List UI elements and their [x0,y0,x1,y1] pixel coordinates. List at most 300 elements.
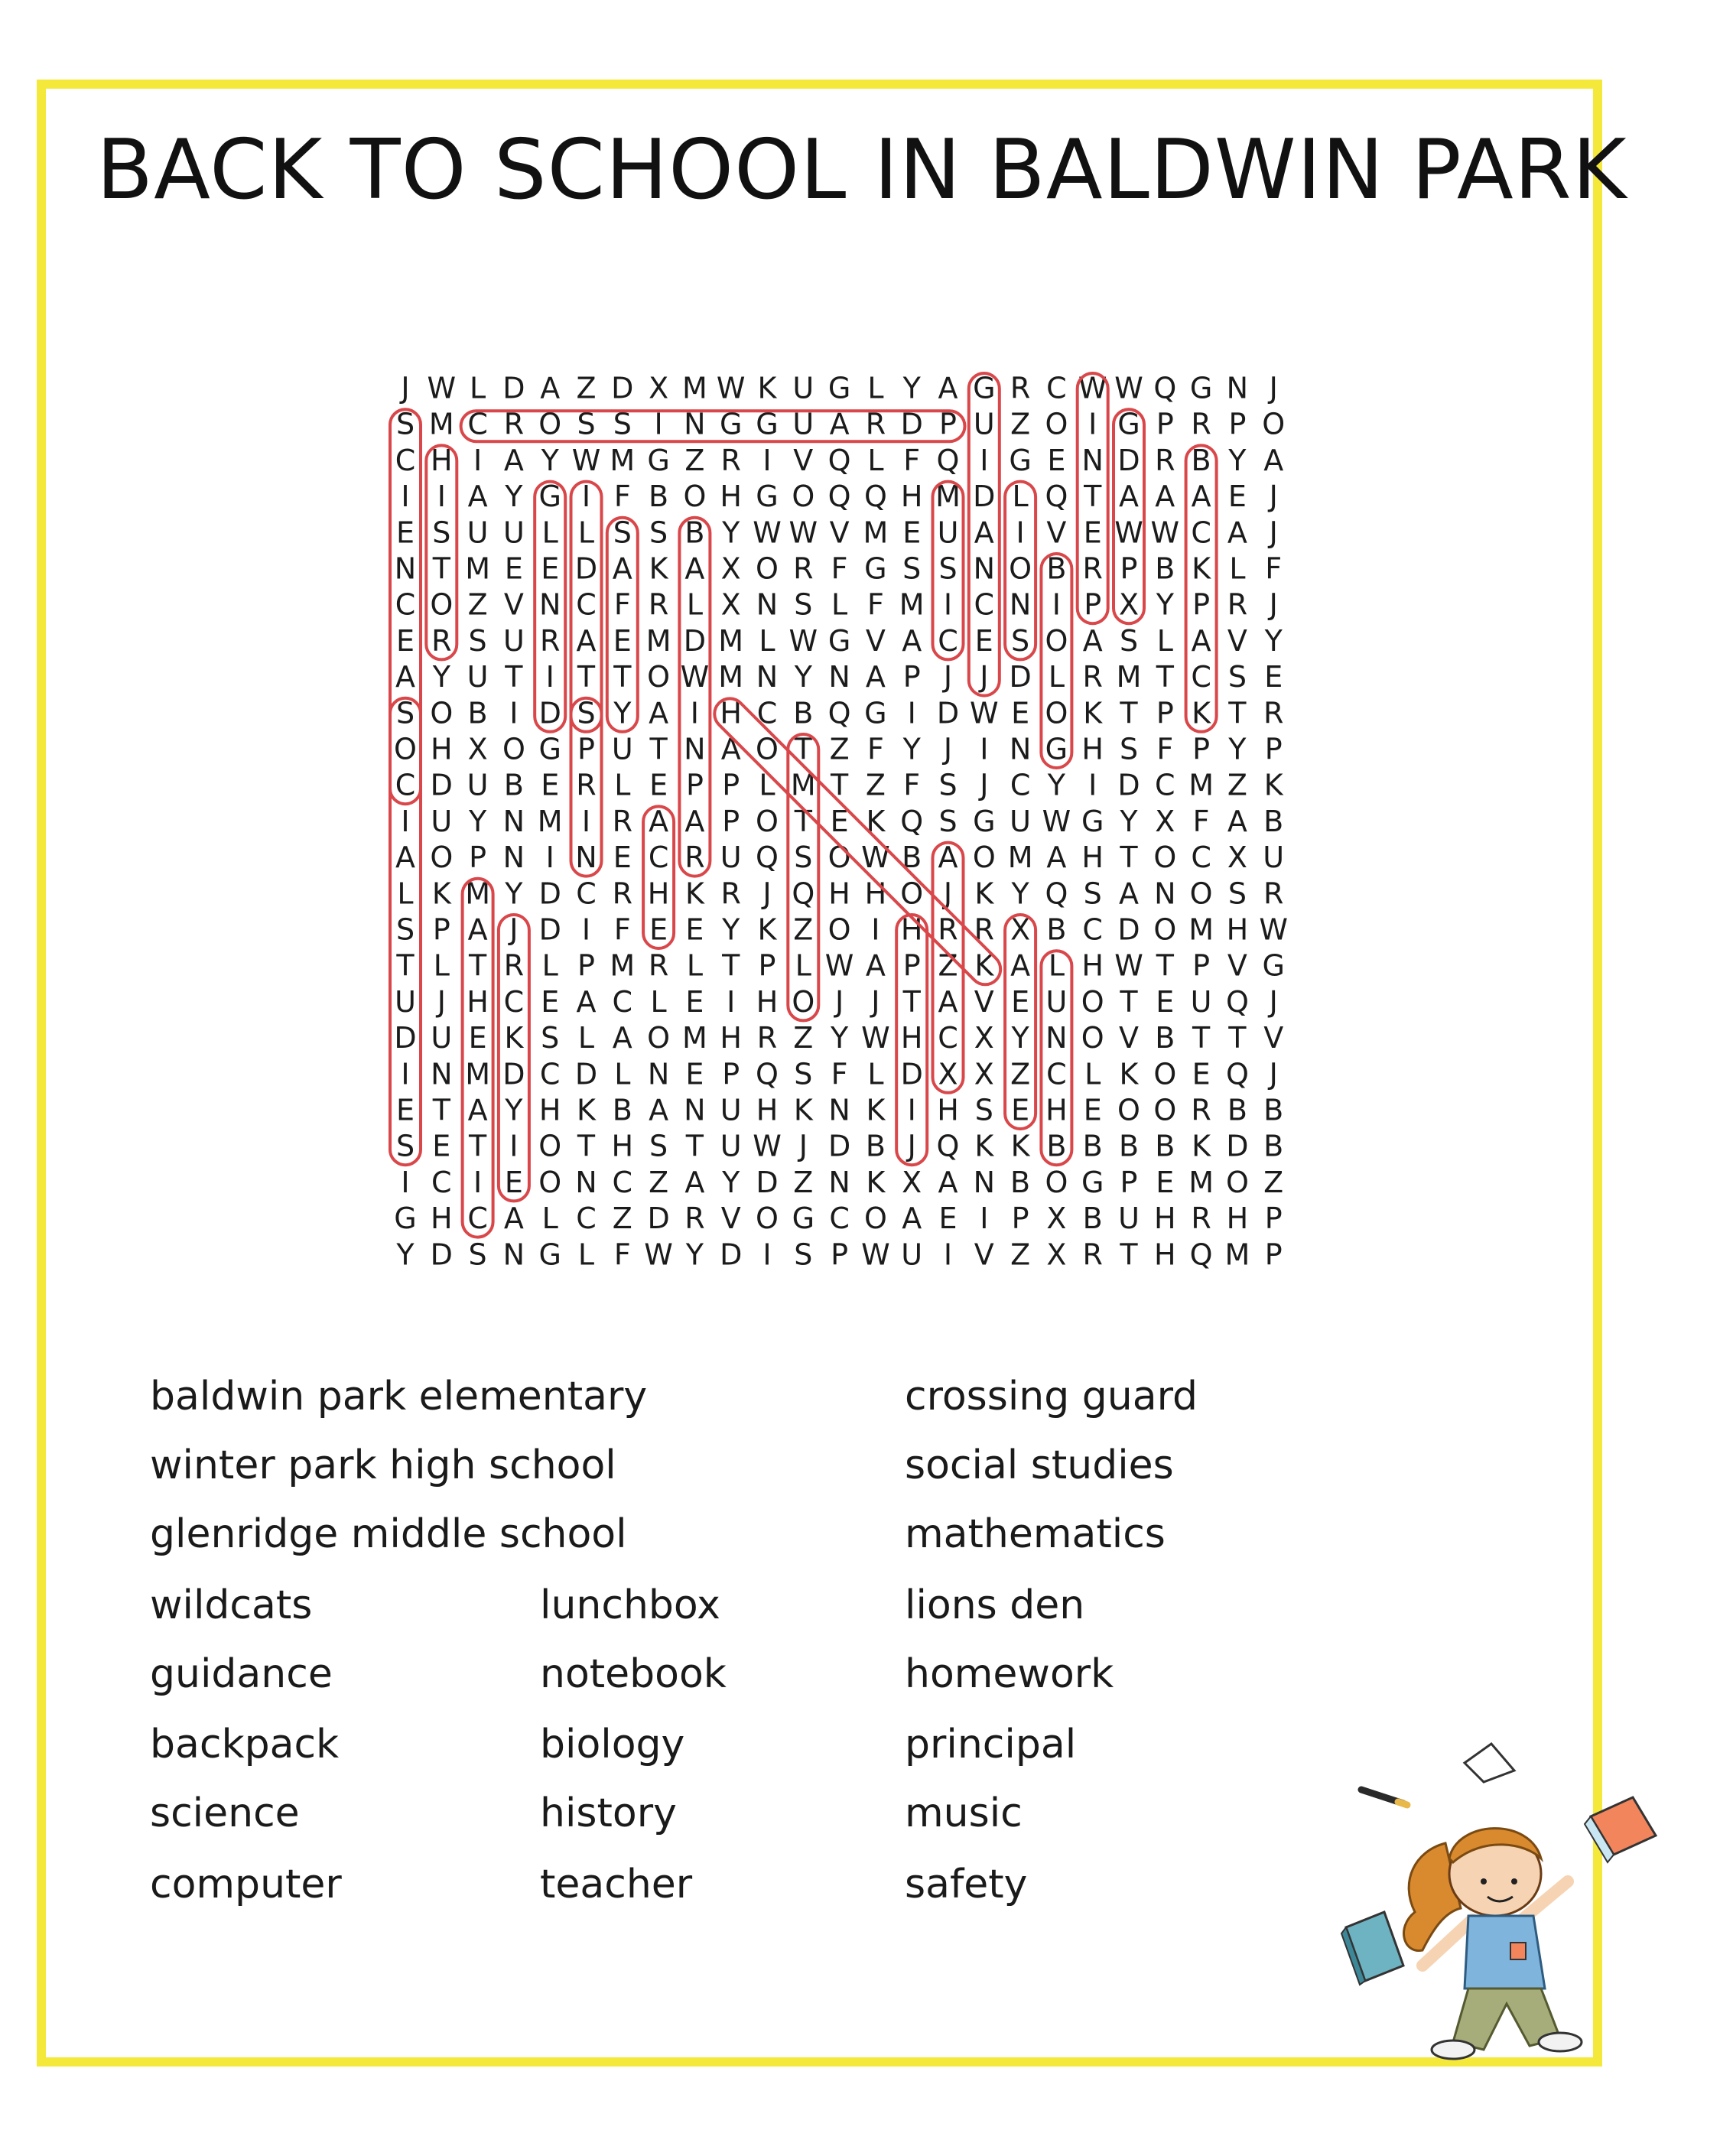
grid-letter: V [720,1202,741,1236]
grid-letter: G [1081,804,1104,838]
grid-letter: O [756,1202,779,1236]
grid-letter: N [1009,732,1032,766]
grid-letter: M [537,804,563,838]
grid-letter: P [1084,587,1102,622]
grid-letter: I [473,1165,483,1199]
word-list-item: social studies [905,1442,1174,1488]
grid-letter: I [1088,768,1097,802]
grid-letter: E [1227,480,1247,514]
word-list-item: winter park high school [150,1442,616,1488]
grid-letter: Y [505,876,523,911]
flying-paper-icon [1465,1744,1514,1782]
grid-letter: C [576,876,597,911]
grid-letter: R [612,876,633,911]
grid-letter: Y [685,1237,704,1272]
grid-letter: Y [1011,1021,1029,1055]
grid-letter: G [1117,407,1140,441]
grid-letter: J [509,912,519,947]
grid-letter: D [1117,443,1140,477]
grid-letter: S [395,912,415,947]
grid-letter: O [538,1129,562,1163]
grid-letter: R [648,587,669,622]
grid-letter: L [795,948,811,983]
grid-letter: D [683,623,707,658]
grid-letter: R [1263,876,1284,911]
grid-letter: S [577,696,596,730]
grid-letter: X [974,1021,994,1055]
grid-letter: H [937,1093,959,1127]
grid-letter: Y [468,804,487,838]
grid-letter: B [1046,912,1067,947]
grid-letter: Q [1045,480,1068,514]
grid-letter: L [614,768,631,802]
grid-letter: Z [576,371,597,405]
word-list-item: teacher [540,1862,693,1907]
grid-letter: B [1191,443,1211,477]
grid-letter: H [756,984,779,1019]
grid-letter: R [1155,443,1175,477]
grid-letter: N [828,660,850,694]
grid-letter: P [1011,1202,1029,1236]
grid-letter: N [502,841,525,875]
grid-letter: K [1119,1057,1139,1091]
grid-letter: M [645,623,671,658]
grid-letter: M [465,876,490,911]
grid-letter: W [970,696,999,730]
grid-letter: X [467,732,488,766]
grid-letter: R [1191,1093,1211,1127]
grid-letter: W [861,1021,890,1055]
grid-letter: Z [793,912,814,947]
grid-letter: Z [612,1202,632,1236]
grid-letter: L [650,984,667,1019]
grid-letter: D [502,1057,525,1091]
grid-letter: O [394,732,417,766]
grid-letter: S [794,841,813,875]
grid-letter: Y [541,443,559,477]
grid-letter: B [793,696,814,730]
grid-letter: P [1192,587,1211,622]
grid-letter: Q [936,443,960,477]
grid-letter: J [980,660,989,694]
grid-letter: I [1016,515,1025,550]
grid-letter: Y [1264,623,1283,658]
grid-letter: Z [1227,768,1247,802]
grid-letter: T [396,948,415,983]
grid-letter: E [830,804,849,838]
grid-letter: K [866,804,886,838]
grid-letter: Y [902,732,921,766]
grid-letter: P [1120,1165,1138,1199]
grid-letter: E [649,912,668,947]
grid-letter: I [581,912,591,947]
grid-letter: E [685,984,704,1019]
grid-letter: K [1010,1129,1030,1163]
grid-letter: P [1156,407,1174,441]
grid-letter: G [864,696,887,730]
grid-letter: B [1046,1129,1067,1163]
grid-letter: R [503,948,525,983]
grid-letter: H [1081,732,1104,766]
grid-letter: H [538,1093,561,1127]
grid-letter: K [577,1093,596,1127]
grid-letter: P [469,841,487,875]
grid-letter: E [938,1202,958,1236]
grid-letter: S [938,551,958,586]
grid-letter: G [1081,1165,1104,1199]
grid-letter: A [540,371,561,405]
word-list-item: safety [905,1862,1028,1907]
grid-letter: R [1191,1202,1211,1236]
grid-letter: A [503,1202,524,1236]
grid-letter: E [1011,1093,1030,1127]
grid-letter: T [468,1129,487,1163]
grid-letter: M [465,551,490,586]
grid-letter: M [610,948,636,983]
grid-letter: P [1192,732,1211,766]
grid-letter: I [509,696,519,730]
grid-letter: K [504,1021,524,1055]
grid-letter: I [473,443,483,477]
grid-letter: T [1228,696,1247,730]
grid-letter: E [541,984,560,1019]
grid-letter: S [1227,876,1247,911]
grid-letter: I [1088,407,1097,441]
grid-letter: A [938,841,958,875]
grid-letter: D [973,480,996,514]
grid-letter: T [577,660,596,694]
grid-letter: O [1009,551,1032,586]
grid-letter: F [903,443,921,477]
grid-letter: D [394,1021,417,1055]
grid-letter: U [431,804,453,838]
grid-letter: V [974,984,994,1019]
grid-letter: S [974,1093,993,1127]
grid-letter: P [685,768,704,802]
grid-letter: P [1120,551,1138,586]
grid-letter: K [866,1093,886,1127]
grid-letter: T [902,984,921,1019]
grid-letter: G [792,1202,815,1236]
page-title: BACK TO SCHOOL IN BALDWIN PARK [96,122,1627,218]
grid-letter: Q [863,480,887,514]
grid-letter: X [1046,1202,1067,1236]
grid-letter: A [467,912,488,947]
grid-letter: B [1082,1202,1103,1236]
grid-letter: T [685,1129,704,1163]
grid-letter: D [1226,1129,1249,1163]
grid-letter: G [1189,371,1213,405]
grid-letter: W [788,515,818,550]
grid-letter: R [974,912,995,947]
grid-letter: B [467,696,488,730]
grid-letter: V [1227,623,1247,658]
grid-letter: A [829,407,850,441]
grid-letter: A [720,732,741,766]
grid-letter: C [1082,912,1103,947]
grid-letter: S [1011,623,1030,658]
grid-letter: O [756,732,779,766]
grid-letter: E [685,1057,704,1091]
grid-letter: L [577,1237,595,1272]
grid-letter: M [1188,912,1214,947]
grid-letter: B [1082,1129,1103,1163]
grid-letter: V [829,515,850,550]
grid-letter: K [649,551,668,586]
grid-letter: Z [649,1165,669,1199]
word-list-item: lunchbox [540,1582,720,1628]
word-list-item: crossing guard [905,1374,1198,1419]
grid-letter: N [431,1057,453,1091]
grid-letter: M [682,1021,707,1055]
grid-letter: B [1155,1021,1175,1055]
grid-letter: M [863,515,889,550]
grid-letter: N [1081,443,1104,477]
grid-letter: O [827,912,851,947]
grid-letter: D [1117,768,1140,802]
grid-letter: F [613,912,631,947]
grid-letter: Y [613,696,632,730]
grid-letter: W [788,623,818,658]
grid-letter: E [1156,1165,1175,1199]
grid-letter: G [756,480,779,514]
grid-letter: G [1045,732,1068,766]
grid-letter: A [974,515,994,550]
grid-letter: T [830,768,849,802]
grid-letter: T [1084,480,1102,514]
grid-letter: A [1227,515,1247,550]
word-list-item: music [905,1790,1023,1836]
word-list-item: science [150,1790,300,1836]
grid-letter: E [613,841,632,875]
grid-letter: S [649,1129,668,1163]
grid-letter: O [1153,1057,1177,1091]
grid-letter: R [1227,587,1248,622]
grid-letter: Z [865,768,886,802]
grid-letter: Z [1010,407,1031,441]
grid-letter: K [757,912,777,947]
grid-letter: O [430,696,454,730]
grid-letter: C [612,1165,633,1199]
grid-letter: C [756,696,778,730]
grid-letter: X [1227,841,1247,875]
grid-letter: E [1011,696,1030,730]
grid-letter: A [576,623,597,658]
grid-letter: Q [1225,1057,1249,1091]
grid-letter: F [1265,551,1283,586]
grid-letter: U [467,768,489,802]
grid-letter: X [974,1057,994,1091]
grid-letter: R [720,876,741,911]
grid-letter: K [974,948,994,983]
blue-book-icon [1341,1912,1403,1985]
grid-letter: O [1262,407,1286,441]
grid-letter: G [1009,443,1032,477]
grid-letter: P [1228,407,1247,441]
grid-letter: A [467,1093,488,1127]
grid-letter: I [762,1237,772,1272]
grid-letter: N [973,1165,996,1199]
grid-letter: M [1188,1165,1214,1199]
grid-letter: T [468,948,487,983]
grid-letter: Q [792,876,815,911]
grid-letter: C [395,768,416,802]
grid-letter: O [756,804,779,838]
grid-letter: R [865,407,886,441]
grid-letter: U [431,1021,453,1055]
grid-letter: F [1192,804,1210,838]
grid-letter: Y [722,1165,740,1199]
grid-letter: Q [827,443,851,477]
grid-letter: K [1192,696,1211,730]
grid-letter: H [431,443,453,477]
grid-letter: I [1052,587,1062,622]
grid-letter: P [831,1237,849,1272]
grid-letter: A [467,480,488,514]
grid-letter: H [1081,948,1104,983]
grid-letter: C [467,1202,488,1236]
grid-letter: D [900,407,923,441]
grid-letter: U [720,841,742,875]
grid-letter: Q [827,696,851,730]
grid-letter: R [539,623,561,658]
grid-letter: X [720,551,741,586]
grid-letter: B [1263,804,1284,838]
grid-letter: P [939,407,957,441]
grid-letter: U [502,623,525,658]
grid-letter: J [980,768,989,802]
grid-letter: T [1156,660,1174,694]
grid-letter: L [686,587,703,622]
grid-letter: L [1156,623,1173,658]
grid-letter: M [1224,1237,1250,1272]
grid-letter: V [503,587,524,622]
grid-letter: J [1269,515,1278,550]
grid-letter: Z [829,732,850,766]
grid-letter: H [828,876,850,911]
grid-letter: E [613,623,632,658]
grid-letter: R [1082,551,1103,586]
grid-letter: U [901,1237,923,1272]
grid-letter: I [943,587,953,622]
grid-letter: G [538,480,561,514]
grid-letter: X [938,1057,958,1091]
grid-letter: Z [1010,1057,1031,1091]
grid-letter: J [1269,371,1278,405]
grid-letter: L [759,768,775,802]
grid-letter: V [1046,515,1067,550]
grid-letter: G [827,623,851,658]
grid-letter: I [943,1237,953,1272]
grid-letter: A [1119,876,1139,911]
grid-letter: S [613,515,632,550]
grid-letter: I [401,480,410,514]
grid-letter: I [401,804,410,838]
grid-letter: D [574,1057,598,1091]
grid-letter: B [1263,1129,1284,1163]
grid-letter: P [1264,1237,1283,1272]
grid-letter: I [581,804,591,838]
grid-letter: C [395,443,416,477]
grid-letter: O [1045,623,1068,658]
grid-letter: T [432,551,450,586]
grid-letter: C [938,1021,958,1055]
grid-letter: W [824,948,854,983]
grid-letter: P [902,660,921,694]
grid-letter: O [756,551,779,586]
grid-letter: Q [756,841,779,875]
grid-letter: Q [936,1129,960,1163]
grid-letter: L [867,443,884,477]
grid-letter: O [1045,696,1068,730]
grid-letter: A [612,1021,632,1055]
grid-letter: R [1082,660,1103,694]
grid-letter: L [577,1021,595,1055]
grid-letter: O [1081,984,1104,1019]
grid-letter: C [1191,841,1211,875]
word-list-item: backpack [150,1722,340,1767]
grid-letter: N [575,841,597,875]
grid-letter: I [727,984,736,1019]
grid-letter: R [1263,696,1284,730]
grid-letter: O [1153,1093,1177,1127]
grid-letter: A [1082,623,1103,658]
grid-letter: A [503,443,524,477]
grid-letter: Q [756,1057,779,1091]
grid-letter: E [1192,1057,1211,1091]
grid-letter: O [1081,1021,1104,1055]
grid-letter: M [1188,768,1214,802]
grid-letter: T [1120,1237,1138,1272]
grid-letter: N [538,587,561,622]
grid-letter: B [865,1129,886,1163]
grid-letter: O [647,1021,671,1055]
grid-letter: K [431,876,451,911]
grid-letter: S [1119,732,1139,766]
grid-letter: A [902,1202,922,1236]
grid-letter: J [437,984,446,1019]
grid-letter: X [1046,1237,1067,1272]
grid-letter: W [861,841,890,875]
grid-letter: A [395,660,415,694]
grid-letter: Z [793,1165,814,1199]
grid-letter: S [541,1021,560,1055]
grid-letter: W [1114,948,1143,983]
word-list-item: principal [905,1722,1077,1767]
grid-letter: D [538,696,561,730]
grid-letter: O [792,984,815,1019]
grid-letter: R [756,1021,778,1055]
grid-letter: A [612,551,632,586]
grid-letter: U [395,984,416,1019]
grid-letter: I [980,732,989,766]
grid-letter: H [1226,912,1249,947]
grid-letter: G [864,551,887,586]
grid-letter: L [577,515,595,550]
grid-letter: Y [1228,732,1247,766]
grid-letter: R [503,407,525,441]
grid-letter: T [1120,841,1138,875]
grid-letter: D [827,1129,851,1163]
grid-letter: A [1155,480,1175,514]
grid-letter: L [1084,1057,1101,1091]
grid-letter: A [576,984,597,1019]
grid-letter: B [1118,1129,1140,1163]
grid-letter: N [575,1165,597,1199]
grid-letter: A [938,371,958,405]
grid-letter: H [1154,1202,1176,1236]
grid-letter: I [437,480,446,514]
